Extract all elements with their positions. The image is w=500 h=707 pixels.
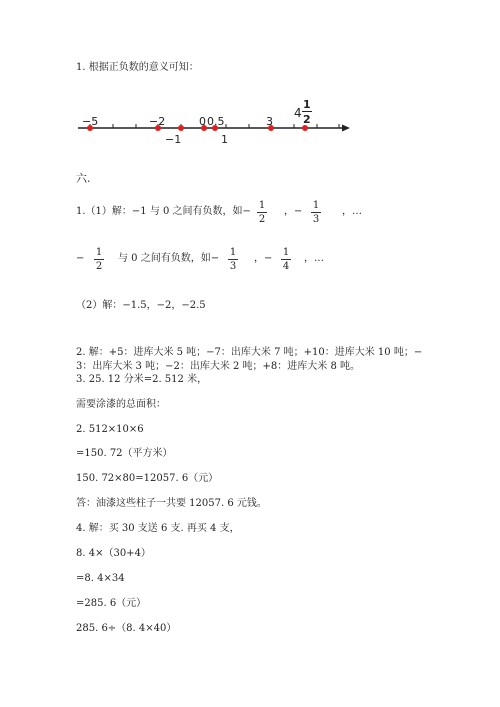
p3-line2: 3：出库大米 3 吨；−2：出库大米 2 吨；+8：进库大米 8 吨。 bbox=[76, 361, 361, 372]
label-zero-point-five: 0.5 bbox=[207, 115, 225, 128]
label-mixed-denominator: 2 bbox=[303, 113, 311, 126]
p1-line1-text: 1.（1）解：−1 与 0 之间有负数，如− bbox=[76, 206, 251, 217]
label-minus-5: −5 bbox=[82, 115, 99, 128]
p3-line4: 需要涂漆的总面积： bbox=[76, 399, 166, 410]
p1-line2-text: 与 0 之间有负数，如− bbox=[118, 253, 220, 264]
p3-line1: 2. 解：+5：进库大米 5 吨；−7：出库大米 7 吨；+10：进库大米 10 吨；− bbox=[76, 347, 423, 358]
label-one: 1 bbox=[221, 133, 228, 146]
fraction-1-2-b: 1 2 bbox=[95, 247, 103, 272]
number-line-arrow bbox=[342, 125, 350, 132]
p3-line13: 285. 6÷（8. 4×40） bbox=[76, 623, 177, 634]
section-heading: 六. bbox=[76, 172, 91, 185]
label-three: 3 bbox=[266, 115, 273, 128]
p3-line10: 8. 4×（30+4） bbox=[76, 548, 151, 559]
p1-sep1: ，− bbox=[284, 206, 303, 217]
number-line bbox=[0, 95, 500, 255]
label-mixed-whole: 4 bbox=[294, 106, 302, 120]
question-1-intro: 1. 根据正负数的意义可知： bbox=[76, 62, 199, 73]
label-mixed-bar bbox=[302, 111, 312, 112]
p3-line11: =8. 4×34 bbox=[76, 573, 125, 584]
p3-line9: 4. 解：买 30 支送 6 支. 再买 4 支， bbox=[76, 523, 240, 534]
label-mixed-numerator: 1 bbox=[303, 98, 311, 111]
p3-line5: 2. 512×10×6 bbox=[76, 424, 144, 435]
p3-line3: 3. 25. 12 分米=2. 512 米， bbox=[76, 374, 208, 385]
fraction-1-3: 1 3 bbox=[312, 200, 320, 225]
label-minus-1: −1 bbox=[165, 133, 182, 146]
fraction-1-2: 1 2 bbox=[258, 200, 266, 225]
p1-tail1: ，… bbox=[342, 206, 362, 217]
p3-line8: 答：油漆这些柱子一共要 12057. 6 元钱。 bbox=[76, 498, 267, 509]
p3-line6: =150. 72（平方米） bbox=[76, 448, 173, 459]
fraction-1-4: 1 4 bbox=[282, 247, 290, 272]
p1-tail2: ，… bbox=[304, 253, 324, 264]
p3-line7: 150. 72×80=12057. 6（元） bbox=[76, 473, 219, 484]
p1-sep2: ，− bbox=[254, 253, 273, 264]
label-minus-2: −2 bbox=[149, 115, 166, 128]
p3-line12: =285. 6（元） bbox=[76, 598, 147, 609]
fraction-1-3-b: 1 3 bbox=[229, 247, 237, 272]
p1-part2: （2）解：−1.5，−2，−2.5 bbox=[76, 300, 206, 311]
label-zero: 0 bbox=[199, 115, 206, 128]
p1-line2-dash: − bbox=[76, 253, 85, 264]
